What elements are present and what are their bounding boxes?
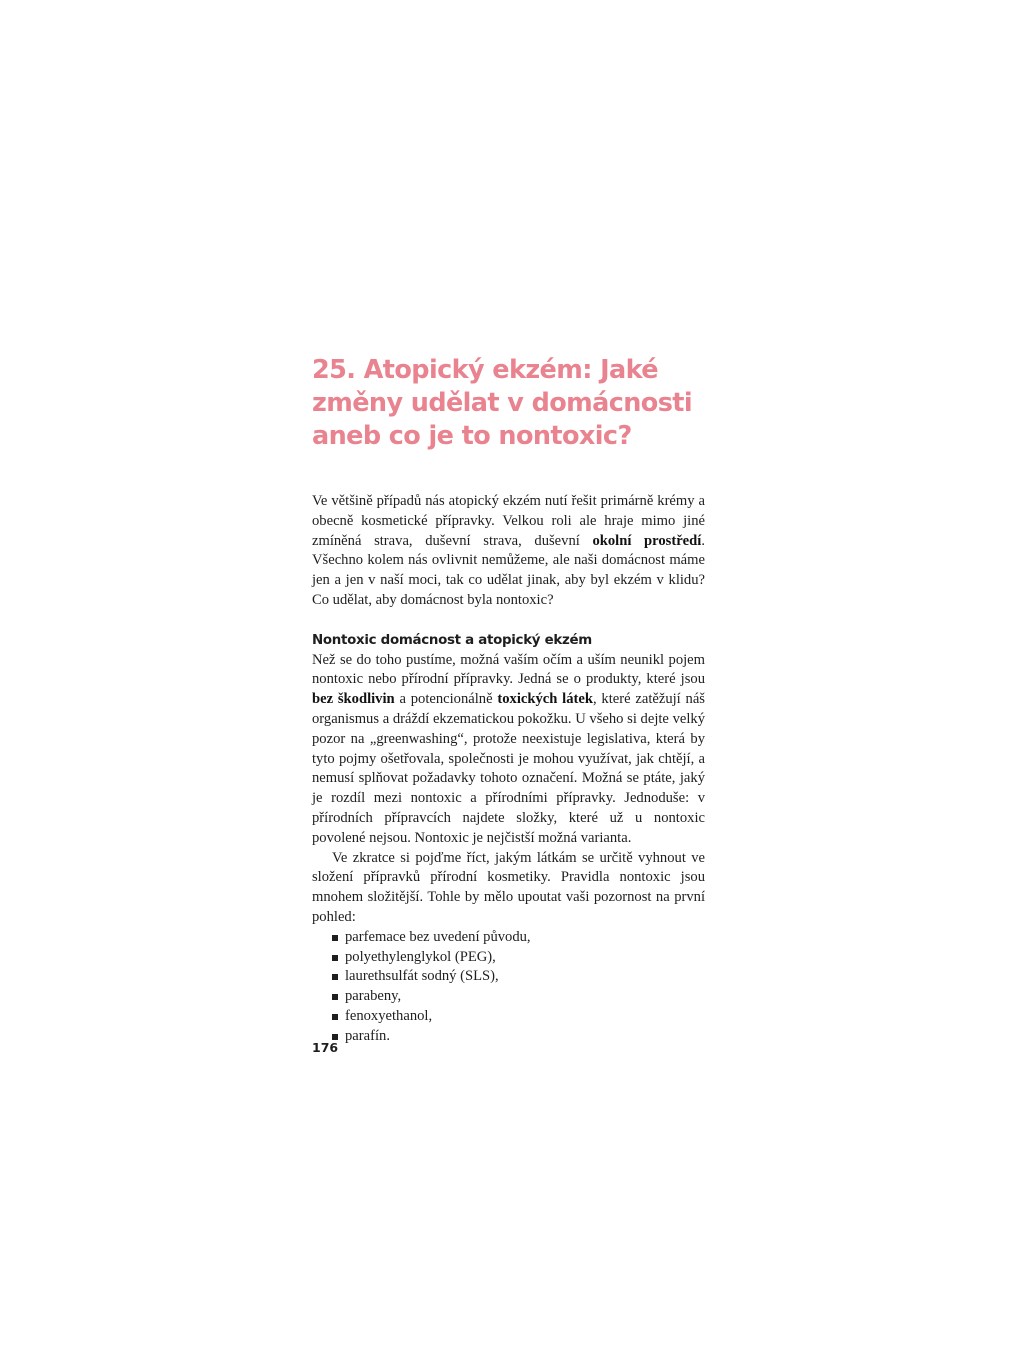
list-item-text: fenoxyethanol, (345, 1007, 433, 1024)
intro-paragraph (312, 492, 705, 611)
square-bullet-icon (332, 1014, 338, 1020)
list-item (332, 967, 705, 987)
list-item (332, 948, 705, 968)
ingredient-list (312, 928, 705, 1047)
square-bullet-icon (332, 974, 338, 980)
list-item-text: parabeny, (345, 988, 402, 1005)
list-item-text: polyethylenglykol (PEG), (345, 948, 496, 965)
chapter-title-line: změny udělat v domácnosti (312, 388, 693, 418)
list-item-text: laurethsulfát sodný (SLS), (345, 968, 499, 985)
section-paragraph-2: Ve zkratce si pojďme říct, jakým látkám se určitě vyhnout ve složení přípravků přírodní kosmetiky. Pravidla nontoxic jsou mnohem složitější. Tohle by mělo upoutat vaši pozornost na první pohled: (312, 849, 705, 925)
intro-bold-phrase: okolní prostředí (592, 532, 702, 549)
paragraph-text: a potencionálně (394, 691, 498, 708)
list-item (332, 1027, 705, 1047)
text-column (312, 354, 705, 1047)
intro-text: Ve většině případů nás atopický ekzém nutí řešit primárně krémy a obecně kosmetické přípravky. Velkou roli ale hraje mimo jiné zmíněná strava, duševní strava, duševní (312, 493, 705, 549)
list-item (332, 928, 705, 948)
intro-text: . Všechno kolem nás ovlivnit nemůžeme, ale naši domácnost máme jen a jen v naší moci, tak co udělat jinak, aby byl ekzém v klidu? Co udělat, aby domácnost byla nontoxic? (312, 532, 705, 608)
chapter-title-line: 25. Atopický ekzém: Jaké (312, 355, 658, 385)
list-item (332, 1007, 705, 1027)
paragraph-text: , které zatěžují náš organismus a dráždí ekzematickou pokožku. U všeho si dejte velký pozor na „greenwashing“, protože neexistuje legislativa, která by tyto pojmy ošetřovala, společnosti je mohou využívat, jak chtějí, a nemusí splňovat požadavky tohoto označení. Možná se ptáte, jaký je rozdíl mezi nontoxic a přírodními přípravky. Jednoduše: v přírodních přípravcích najdete složky, které už u nontoxic povolené nejsou. Nontoxic je nejčistší možná varianta. (312, 691, 705, 846)
square-bullet-icon (332, 935, 338, 941)
bold-phrase: bez škodlivin (312, 691, 395, 708)
square-bullet-icon (332, 994, 338, 1000)
bold-phrase: toxických látek (497, 691, 593, 708)
chapter-title-line: aneb co je to nontoxic? (312, 421, 632, 451)
square-bullet-icon (332, 955, 338, 961)
list-item-text: parafín. (345, 1027, 390, 1044)
section-heading: Nontoxic domácnost a atopický ekzém (312, 632, 592, 648)
page-number: 176 (312, 1040, 339, 1055)
paragraph-text: Než se do toho pustíme, možná vaším očím a uším neunikl pojem nontoxic nebo přírodní přípravky. Jedná se o produkty, které jsou (312, 651, 705, 688)
chapter-title (312, 354, 705, 453)
section-paragraph-1 (312, 651, 705, 849)
list-item-text: parfemace bez uvedení původu, (345, 928, 531, 945)
list-item (332, 987, 705, 1007)
